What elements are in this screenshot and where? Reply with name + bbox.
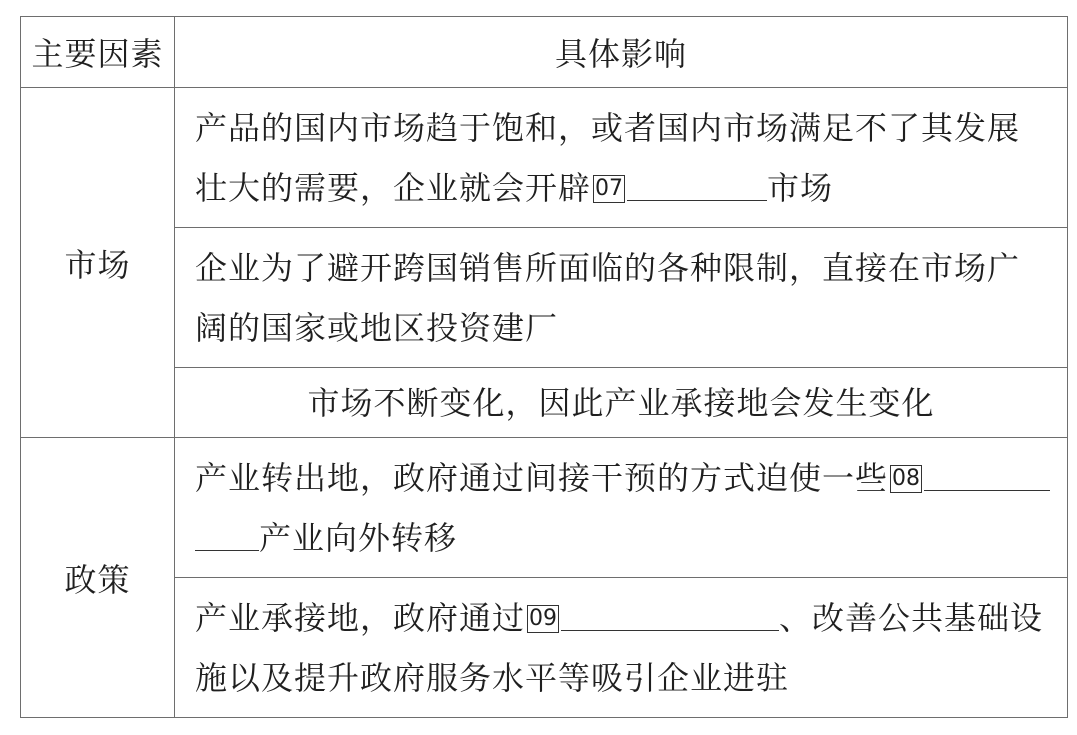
blank-number-09: 09	[529, 605, 558, 631]
effect-text: 产业转出地，政府通过间接干预的方式迫使一些	[195, 458, 889, 497]
effect-market-1	[175, 88, 1068, 228]
effect-text: 市场	[767, 168, 834, 207]
factor-policy: 政策	[21, 438, 175, 718]
effect-text: 、改善公共基础设施以及提升政府服务水平等吸引企业进驻	[195, 598, 1044, 697]
table-row	[21, 228, 1068, 368]
fill-in-blank-08-continued[interactable]	[195, 526, 259, 551]
factor-market: 市场	[21, 88, 175, 438]
table-header-row	[21, 17, 1068, 88]
table-row	[21, 88, 1068, 228]
effect-policy-1	[175, 438, 1068, 578]
table-row	[21, 368, 1068, 438]
effect-text: 产品的国内市场趋于饱和，或者国内市场满足不了其发展壮大的需要，企业就会开辟	[195, 108, 1021, 207]
blank-number-08: 08	[892, 465, 921, 491]
header-effect: 具体影响	[175, 17, 1068, 88]
document-page	[20, 16, 1067, 716]
fill-in-blank-09[interactable]	[561, 606, 779, 631]
fill-in-blank-08[interactable]	[924, 466, 1050, 491]
effect-market-3: 市场不断变化，因此产业承接地会发生变化	[175, 368, 1068, 438]
fill-in-blank-07[interactable]	[627, 176, 767, 201]
blank-number-07: 07	[595, 175, 624, 201]
effect-text: 产业向外转移	[259, 518, 458, 557]
header-factor: 主要因素	[21, 17, 175, 88]
effect-policy-2	[175, 578, 1068, 718]
table-row	[21, 578, 1068, 718]
table-row	[21, 438, 1068, 578]
effect-market-2: 企业为了避开跨国销售所面临的各种限制，直接在市场广阔的国家或地区投资建厂	[175, 228, 1068, 368]
effect-text: 产业承接地，政府通过	[195, 598, 526, 637]
factor-influence-table	[20, 16, 1068, 718]
